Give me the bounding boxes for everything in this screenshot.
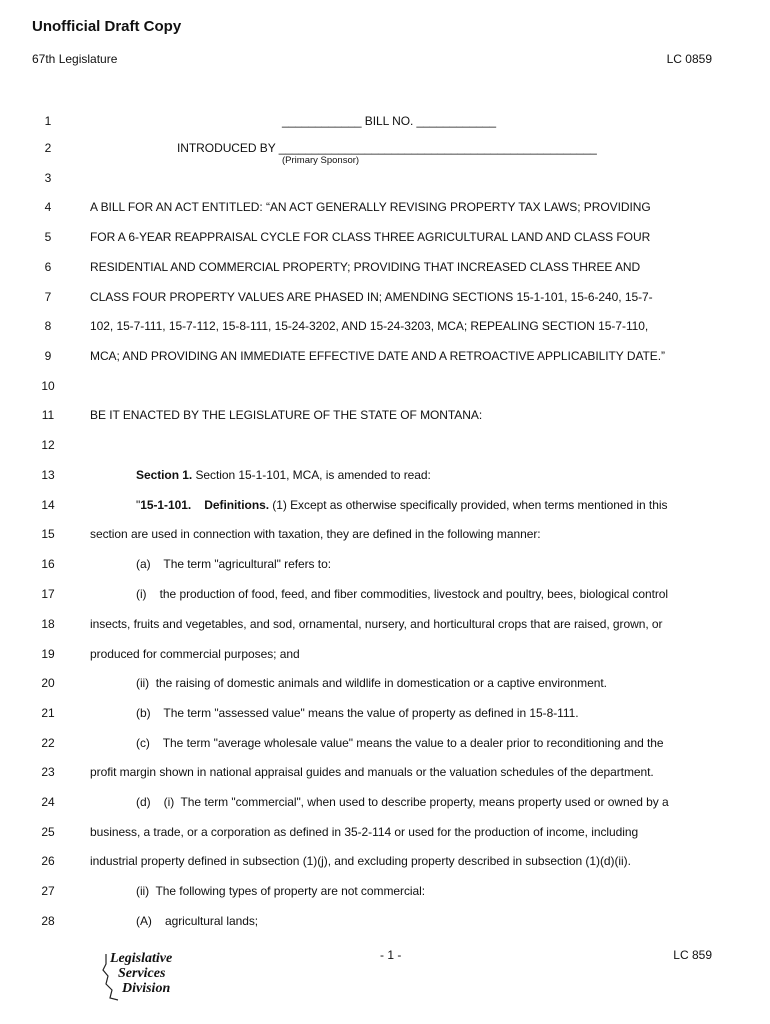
bill-text-line: (b) The term "assessed value" means the value of property as defined in 15-8-111. bbox=[136, 706, 579, 720]
line-number: 26 bbox=[41, 854, 55, 868]
line-number: 27 bbox=[41, 884, 55, 898]
bill-text-line: (d) (i) The term "commercial", when used to describe property, means property used or owned by a bbox=[136, 795, 669, 809]
lc-code-footer: LC 859 bbox=[673, 948, 712, 962]
bill-text-line: (c) The term "average wholesale value" means the value to a dealer prior to reconditioning and the bbox=[136, 736, 664, 750]
line-number: 13 bbox=[41, 468, 55, 482]
bill-text-line: profit margin shown in national appraisal guides and manuals or the valuation schedules of the department. bbox=[90, 765, 654, 779]
line-number: 25 bbox=[41, 825, 55, 839]
line-number: 28 bbox=[41, 914, 55, 928]
section-heading-line bbox=[136, 468, 431, 482]
bill-text-line: industrial property defined in subsection (1)(j), and excluding property described in subsection (1)(d)(ii). bbox=[90, 854, 631, 868]
line-number: 11 bbox=[41, 408, 55, 422]
bill-number-line: ____________ BILL NO. ____________ bbox=[282, 114, 497, 128]
introduced-by-line: INTRODUCED BY ________________________________________________ bbox=[177, 141, 597, 155]
bill-text-line: RESIDENTIAL AND COMMERCIAL PROPERTY; PROVIDING THAT INCREASED CLASS THREE AND bbox=[90, 260, 641, 274]
line-number: 10 bbox=[41, 379, 55, 393]
line-number: 14 bbox=[41, 498, 55, 512]
definitions-intro: (1) Except as otherwise specifically provided, when terms mentioned in this bbox=[269, 498, 668, 512]
bill-text-line: produced for commercial purposes; and bbox=[90, 647, 300, 661]
bill-text-line: (ii) The following types of property are not commercial: bbox=[136, 884, 426, 898]
bill-text-line: 102, 15-7-111, 15-7-112, 15-8-111, 15-24-3202, AND 15-24-3203, MCA; REPEALING SECTION 15-7-110, bbox=[90, 319, 649, 333]
line-number: 21 bbox=[41, 706, 55, 720]
logo-text-legislative: Legislative bbox=[110, 951, 173, 966]
line-number: 19 bbox=[41, 647, 55, 661]
line-number: 3 bbox=[44, 171, 52, 185]
section-intro: Section 15-1-101, MCA, is amended to read: bbox=[192, 468, 431, 482]
bill-text-line: (i) the production of food, feed, and fiber commodities, livestock and poultry, bees, biological control bbox=[136, 587, 669, 601]
line-number: 17 bbox=[41, 587, 55, 601]
bill-text-line: CLASS FOUR PROPERTY VALUES ARE PHASED IN; AMENDING SECTIONS 15-1-101, 15-6-240, 15-7- bbox=[90, 290, 653, 304]
bill-text-line: (A) agricultural lands; bbox=[136, 914, 259, 928]
page-number: - 1 - bbox=[380, 948, 402, 962]
line-number: 16 bbox=[41, 557, 55, 571]
line-number: 7 bbox=[44, 290, 52, 304]
bill-text-line: A BILL FOR AN ACT ENTITLED: “AN ACT GENERALLY REVISING PROPERTY TAX LAWS; PROVIDING bbox=[90, 200, 651, 214]
line-number: 24 bbox=[41, 795, 55, 809]
document-title: Unofficial Draft Copy bbox=[32, 18, 182, 35]
lc-code-header: LC 0859 bbox=[666, 52, 712, 66]
line-number: 18 bbox=[41, 617, 55, 631]
logo-text-division: Division bbox=[122, 981, 171, 996]
line-number: 8 bbox=[44, 319, 52, 333]
primary-sponsor-label: (Primary Sponsor) bbox=[282, 155, 360, 166]
line-number: 5 bbox=[44, 230, 52, 244]
line-number: 22 bbox=[41, 736, 55, 750]
definitions-title: 15-1-101. Definitions. bbox=[140, 498, 270, 512]
line-number: 9 bbox=[44, 349, 52, 363]
bill-text-line: FOR A 6-YEAR REAPPRAISAL CYCLE FOR CLASS THREE AGRICULTURAL LAND AND CLASS FOUR bbox=[90, 230, 651, 244]
line-number: 15 bbox=[41, 527, 55, 541]
bill-text-line: insects, fruits and vegetables, and sod, ornamental, nursery, and horticultural crops that are raised, grown, or bbox=[90, 617, 663, 631]
section-number: Section 1. bbox=[136, 468, 193, 482]
bill-text-line: section are used in connection with taxation, they are defined in the following manner: bbox=[90, 527, 541, 541]
line-number: 12 bbox=[41, 438, 55, 452]
line-number: 1 bbox=[44, 114, 52, 128]
bill-text-line: (a) The term "agricultural" refers to: bbox=[136, 557, 331, 571]
opening-quote: " bbox=[136, 498, 141, 512]
logo bbox=[100, 950, 200, 1002]
line-number: 23 bbox=[41, 765, 55, 779]
enacting-clause: BE IT ENACTED BY THE LEGISLATURE OF THE STATE OF MONTANA: bbox=[90, 408, 483, 422]
line-number: 4 bbox=[44, 200, 52, 214]
line-number: 2 bbox=[44, 141, 52, 155]
definitions-heading-line bbox=[136, 498, 667, 512]
legislature-label: 67th Legislature bbox=[32, 52, 118, 66]
bill-text-line: (ii) the raising of domestic animals and wildlife in domestication or a captive environment. bbox=[136, 676, 607, 690]
line-number: 20 bbox=[41, 676, 55, 690]
line-number: 6 bbox=[44, 260, 52, 274]
bill-text-line: MCA; AND PROVIDING AN IMMEDIATE EFFECTIVE DATE AND A RETROACTIVE APPLICABILITY DATE.” bbox=[90, 349, 665, 363]
bill-text-line: business, a trade, or a corporation as defined in 35-2-114 or used for the production of income, including bbox=[90, 825, 639, 839]
logo-text-services: Services bbox=[118, 966, 166, 981]
